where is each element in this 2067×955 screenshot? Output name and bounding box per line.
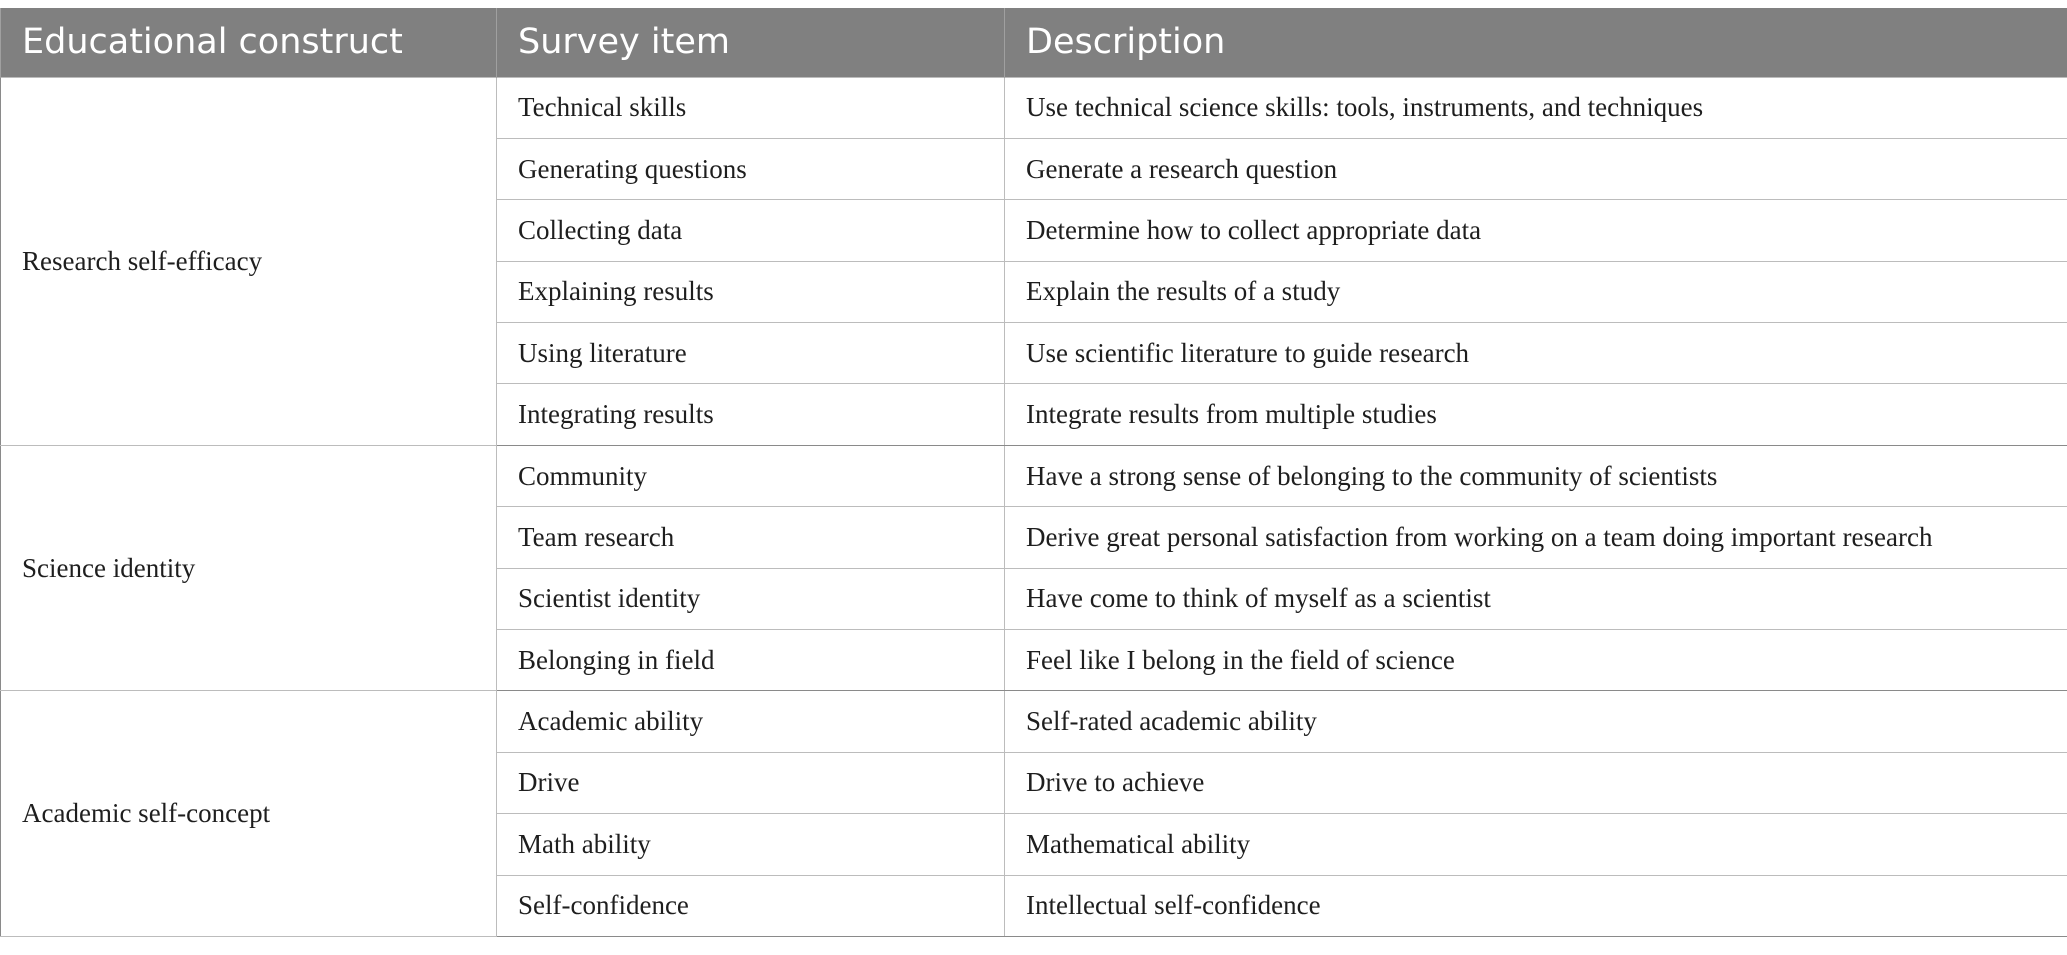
construct-cell: Research self-efficacy bbox=[1, 77, 497, 445]
description-cell: Derive great personal satisfaction from working on a team doing important research bbox=[1005, 507, 2067, 568]
survey-item-cell: Self-confidence bbox=[497, 875, 1005, 936]
survey-item-cell: Team research bbox=[497, 507, 1005, 568]
description-cell: Feel like I belong in the field of science bbox=[1005, 630, 2067, 691]
construct-cell: Science identity bbox=[1, 445, 497, 691]
description-cell: Use scientific literature to guide research bbox=[1005, 323, 2067, 384]
header-educational-construct: Educational construct bbox=[1, 8, 497, 77]
description-cell: Use technical science skills: tools, instruments, and techniques bbox=[1005, 77, 2067, 138]
table-row bbox=[1, 77, 2067, 138]
survey-item-cell: Drive bbox=[497, 752, 1005, 813]
table-row bbox=[1, 691, 2067, 752]
description-cell: Determine how to collect appropriate data bbox=[1005, 200, 2067, 261]
description-cell: Self-rated academic ability bbox=[1005, 691, 2067, 752]
survey-item-cell: Generating questions bbox=[497, 138, 1005, 199]
table-header bbox=[1, 8, 2067, 77]
description-cell: Intellectual self-confidence bbox=[1005, 875, 2067, 936]
survey-table-container bbox=[0, 8, 2067, 937]
header-row bbox=[1, 8, 2067, 77]
description-cell: Mathematical ability bbox=[1005, 814, 2067, 875]
survey-item-cell: Integrating results bbox=[497, 384, 1005, 445]
description-cell: Explain the results of a study bbox=[1005, 261, 2067, 322]
survey-item-cell: Community bbox=[497, 445, 1005, 506]
survey-items-table bbox=[0, 8, 2067, 937]
survey-item-cell: Math ability bbox=[497, 814, 1005, 875]
survey-item-cell: Scientist identity bbox=[497, 568, 1005, 629]
table-row bbox=[1, 445, 2067, 506]
description-cell: Integrate results from multiple studies bbox=[1005, 384, 2067, 445]
description-cell: Generate a research question bbox=[1005, 138, 2067, 199]
header-description: Description bbox=[1005, 8, 2067, 77]
survey-item-cell: Academic ability bbox=[497, 691, 1005, 752]
survey-item-cell: Belonging in field bbox=[497, 630, 1005, 691]
description-cell: Drive to achieve bbox=[1005, 752, 2067, 813]
table-body bbox=[1, 77, 2067, 936]
construct-cell: Academic self-concept bbox=[1, 691, 497, 937]
survey-item-cell: Explaining results bbox=[497, 261, 1005, 322]
description-cell: Have come to think of myself as a scientist bbox=[1005, 568, 2067, 629]
survey-item-cell: Collecting data bbox=[497, 200, 1005, 261]
description-cell: Have a strong sense of belonging to the community of scientists bbox=[1005, 445, 2067, 506]
survey-item-cell: Using literature bbox=[497, 323, 1005, 384]
survey-item-cell: Technical skills bbox=[497, 77, 1005, 138]
header-survey-item: Survey item bbox=[497, 8, 1005, 77]
